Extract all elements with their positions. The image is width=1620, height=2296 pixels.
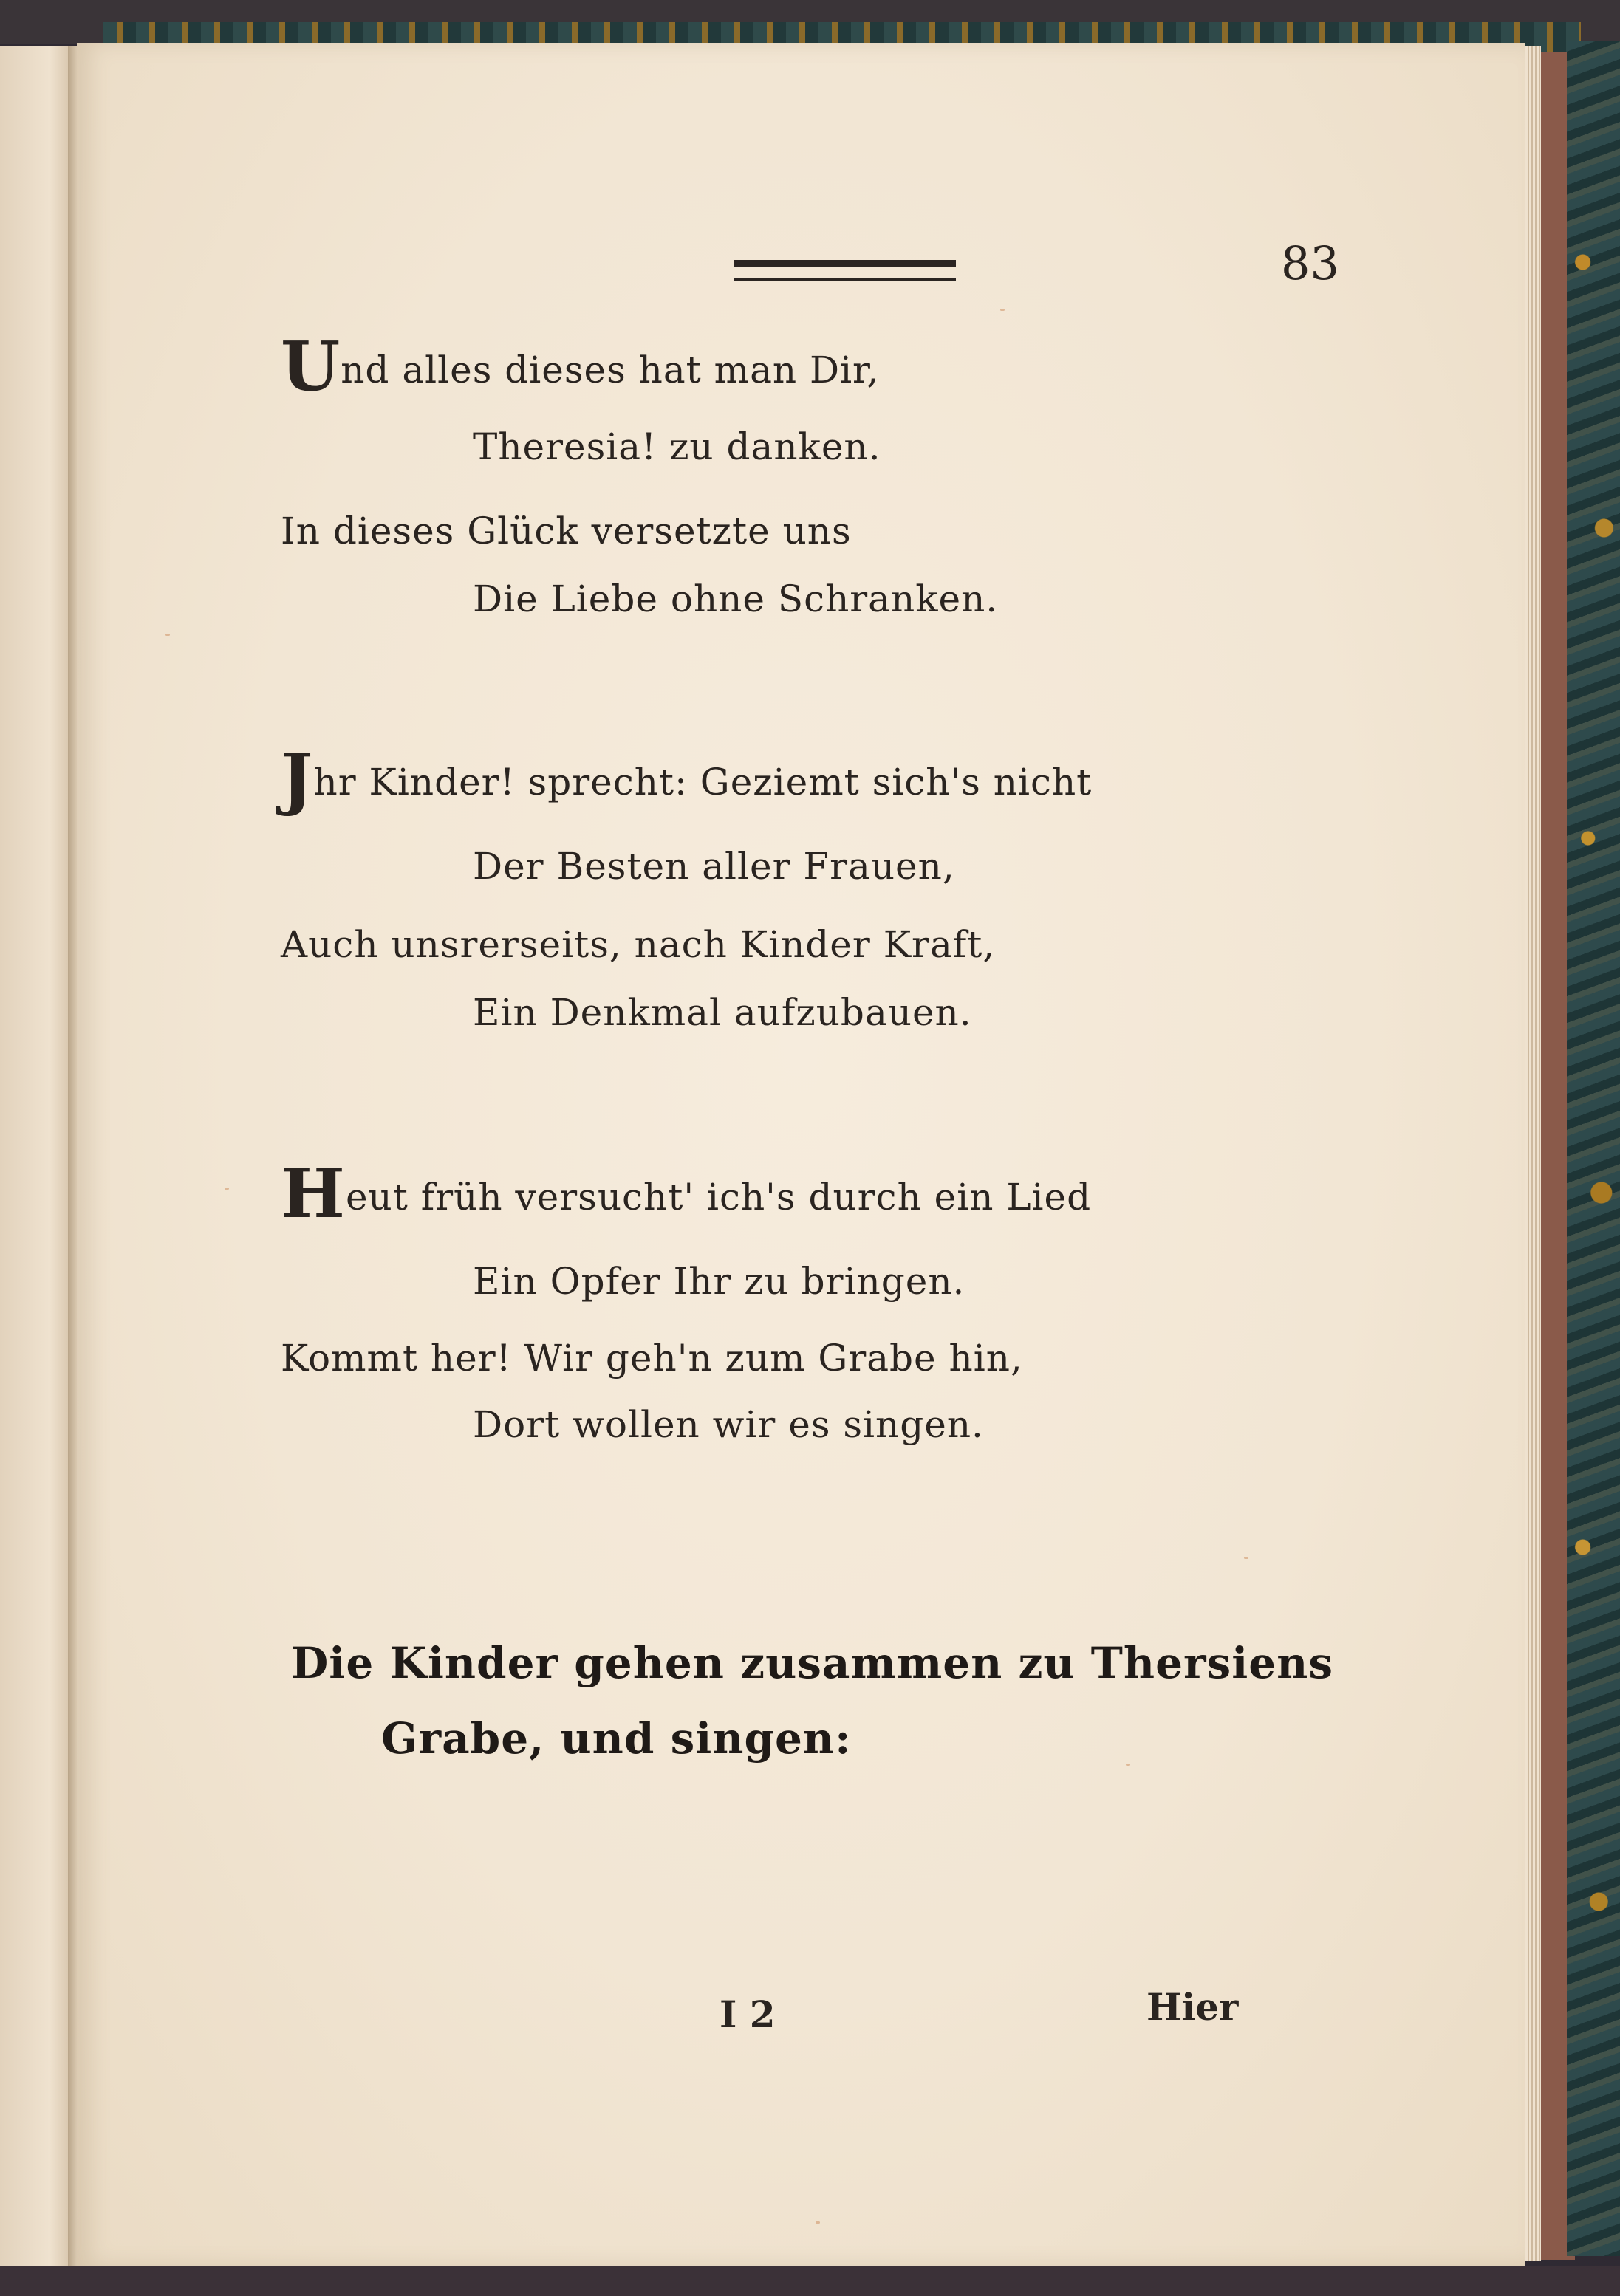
- verse-line: Ein Opfer Ihr zu bringen.: [473, 1260, 965, 1303]
- verse-line: Ein Denkmal aufzubauen.: [473, 991, 972, 1034]
- book-page: [77, 43, 1525, 2266]
- drop-cap: J: [281, 739, 314, 818]
- catchword: Hier: [1146, 1985, 1239, 2029]
- gutter: [68, 46, 77, 2269]
- verse-text: hr Kinder! sprecht: Geziemt sich's nicht: [313, 761, 1093, 803]
- facing-page: [0, 46, 71, 2269]
- paper-speck: [225, 1188, 229, 1190]
- header-rule-thin: [734, 278, 956, 281]
- paper-speck: [165, 634, 170, 636]
- drop-cap: U: [281, 326, 341, 406]
- verse-line: Auch unsrerseits, nach Kinder Kraft,: [281, 923, 996, 966]
- verse-line: [281, 326, 880, 406]
- verse-line: [281, 1154, 1092, 1233]
- verse-line: [281, 739, 1093, 818]
- bottom-edge: [0, 2266, 1620, 2296]
- verse-line: Theresia! zu danken.: [473, 425, 881, 468]
- paper-speck: [1244, 1557, 1248, 1559]
- verse-line: Dort wollen wir es singen.: [473, 1403, 984, 1446]
- verse-text: nd alles dieses hat man Dir,: [341, 349, 880, 391]
- stage-direction: Grabe, und singen:: [381, 1713, 852, 1764]
- drop-cap: H: [281, 1154, 346, 1233]
- verse-line: Kommt her! Wir geh'n zum Grabe hin,: [281, 1337, 1023, 1380]
- header-rule: [734, 260, 956, 267]
- verse-line: Die Liebe ohne Schranken.: [473, 578, 999, 620]
- verse-line: In dieses Glück versetzte uns: [281, 510, 852, 552]
- marbled-cover: [1567, 41, 1620, 2256]
- paper-speck: [1000, 309, 1005, 311]
- page-number: 83: [1281, 236, 1339, 290]
- signature-mark: I 2: [720, 1992, 776, 2036]
- verse-text: eut früh versucht' ich's durch ein Lied: [345, 1176, 1092, 1219]
- paper-speck: [816, 2221, 820, 2224]
- verse-line: Der Besten aller Frauen,: [473, 845, 955, 888]
- stage-direction: Die Kinder gehen zusammen zu Thersiens: [291, 1638, 1333, 1688]
- paper-speck: [1126, 1764, 1130, 1766]
